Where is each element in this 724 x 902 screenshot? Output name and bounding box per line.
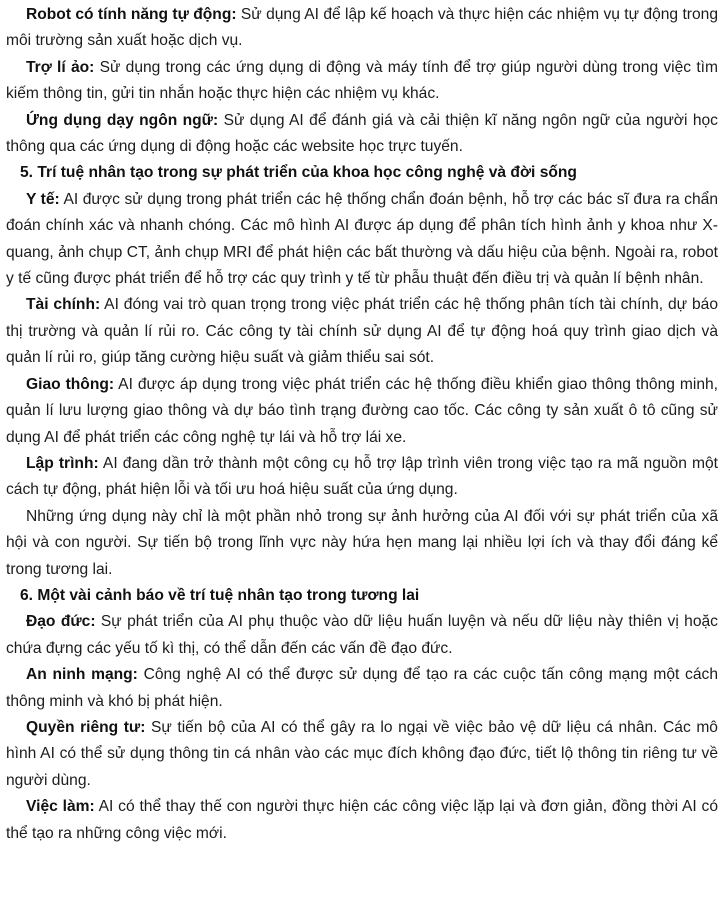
section-5-heading: 5. Trí tuệ nhân tạo trong sự phát triển của khoa học công nghệ và đời sống <box>20 164 577 182</box>
text-virtual-assistant: Sử dụng trong các ứng dụng di động và máy tính để trợ giúp người dùng trong việc tìm kiếm thông tin, gửi tin nhắn hoặc thực hiện các nhiệm vụ khác. <box>6 58 718 103</box>
term-transport: Giao thông: <box>26 375 115 393</box>
paragraph-transport <box>6 372 718 451</box>
paragraph-closing: Những ứng dụng này chỉ là một phần nhỏ trong sự ảnh hưởng của AI đối với sự phát triển của xã hội và con người. Sự tiến bộ trong lĩnh vực này hứa hẹn mang lại nhiều lợi ích và thay đổi đáng kể trong tương lai. <box>6 507 718 578</box>
term-healthcare: Y tế: <box>26 190 60 208</box>
text-finance: AI đóng vai trò quan trọng trong việc phát triển các hệ thống phân tích tài chính, dự báo thị trường và quản lí rủi ro. Các công ty tài chính sử dụng AI để tự động hoá quy trình giao dịch và quản lí rủi ro, giúp tăng cường hiệu suất và giảm thiểu sai sót. <box>6 296 718 367</box>
text-healthcare: AI được sử dụng trong phát triển các hệ thống chẩn đoán bệnh, hỗ trợ các bác sĩ đưa ra chẩn đoán chính xác và nhanh chóng. Các mô hình AI được áp dụng để phân tích hình ảnh y khoa như X-quang, ảnh chụp CT, ảnh chụp MRI để phát hiện các bất thường và dấu hiệu của bệnh. Ngoài ra, robot y tế cũng được phát triển để hỗ trợ các quy trình y tế từ phẫu thuật đến điều trị và quản lí bệnh nhân. <box>6 190 718 288</box>
paragraph-healthcare <box>6 187 718 293</box>
text-robot: Sử dụng AI để lập kế hoạch và thực hiện các nhiệm vụ tự động trong môi trường sản xuất hoặc dịch vụ. <box>6 6 718 50</box>
term-privacy: Quyền riêng tư: <box>26 718 146 736</box>
paragraph-robot <box>6 2 718 55</box>
text-transport: AI được áp dụng trong việc phát triển các hệ thống điều khiển giao thông thông minh, quản lí lưu lượng giao thông và dự báo tình trạng đường cao tốc. Các công ty sản xuất ô tô cũng sử dụng AI để phát triển các công nghệ tự lái và hỗ trợ lái xe. <box>6 375 718 446</box>
term-jobs: Việc làm: <box>26 798 95 816</box>
paragraph-jobs <box>6 794 718 847</box>
paragraph-privacy <box>6 715 718 794</box>
term-virtual-assistant: Trợ lí ảo: <box>26 58 95 76</box>
text-jobs: AI có thể thay thế con người thực hiện các công việc lặp lại và đơn giản, đồng thời AI có thể tạo ra những công việc mới. <box>6 798 718 842</box>
paragraph-virtual-assistant <box>6 55 718 108</box>
section-6-heading: 6. Một vài cảnh báo về trí tuệ nhân tạo trong tương lai <box>20 586 420 604</box>
text-privacy: Sự tiến bộ của AI có thể gây ra lo ngại về việc bảo vệ dữ liệu cá nhân. Các mô hình AI có thể sử dụng thông tin cá nhân vào các mục đích không đạo đức, tiết lộ thông tin riêng tư về người dùng. <box>6 718 718 789</box>
term-robot: Robot có tính năng tự động: <box>26 6 237 23</box>
term-language-app: Ứng dụng dạy ngôn ngữ: <box>26 111 219 129</box>
paragraph-finance <box>6 292 718 371</box>
text-cybersecurity: Công nghệ AI có thể được sử dụng để tạo ra các cuộc tấn công mạng một cách thông minh và khó bị phát hiện. <box>6 666 718 710</box>
term-finance: Tài chính: <box>26 296 101 314</box>
paragraph-ethics <box>6 609 718 662</box>
text-programming: AI đang dần trở thành một công cụ hỗ trợ lập trình viên trong việc tạo ra mã nguồn một cách tự động, phát hiện lỗi và tối ưu hoá hiệu suất của ứng dụng. <box>6 454 718 499</box>
term-ethics: Đạo đức: <box>26 613 96 631</box>
paragraph-language-app <box>6 108 718 161</box>
paragraph-programming <box>6 451 718 504</box>
term-programming: Lập trình: <box>26 454 99 472</box>
term-cybersecurity: An ninh mạng: <box>26 666 138 684</box>
paragraph-cybersecurity <box>6 662 718 715</box>
text-ethics: Sự phát triển của AI phụ thuộc vào dữ liệu huấn luyện và nếu dữ liệu này thiên vị hoặc chứa đựng các yếu tố kì thị, có thể dẫn đến các vấn đề đạo đức. <box>6 613 718 657</box>
text-language-app: Sử dụng AI để đánh giá và cải thiện kĩ năng ngôn ngữ của người học thông qua các ứng dụng di động hoặc các website học trực tuyến. <box>6 111 718 156</box>
